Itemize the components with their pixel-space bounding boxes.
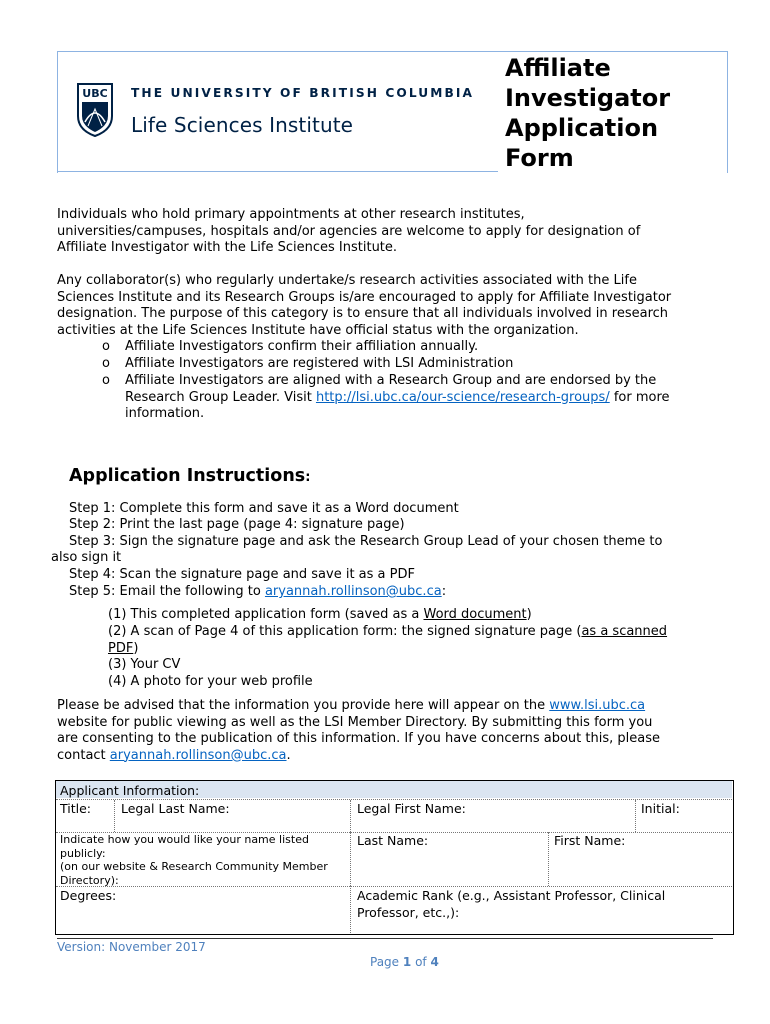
text-line: Professor, etc.,): <box>357 904 460 920</box>
text-span: : <box>441 584 447 599</box>
cell-divider <box>350 886 351 933</box>
ubc-logo <box>76 82 114 138</box>
email-link[interactable]: aryannah.rollinson@ubc.ca <box>264 584 442 599</box>
publication-notice <box>57 698 660 764</box>
bullet-item: Affiliate Investigators are registered with LSI Administration <box>125 356 514 371</box>
header-divider <box>57 171 498 172</box>
item-1 <box>108 607 532 624</box>
lsi-website-link[interactable]: www.lsi.ubc.ca <box>549 698 646 713</box>
text-line <box>57 698 660 715</box>
cell-divider <box>350 800 351 832</box>
page-of: of <box>415 955 427 969</box>
text-line: Directory): <box>60 873 119 887</box>
text-line: Sciences Institute and its Research Groups is/are encouraged to apply for Affiliate Investigator <box>57 289 672 305</box>
text-line: publicly: <box>60 846 106 860</box>
underlined-text: PDF <box>108 640 134 656</box>
item-3: (3) Your CV <box>108 657 181 672</box>
university-name: THE UNIVERSITY OF BRITISH COLUMBIA <box>131 86 475 100</box>
step-1: Step 1: Complete this form and save it as a Word document <box>69 501 459 516</box>
text-line: website for public viewing as well as the LSI Member Directory. By submitting this form you <box>57 714 653 730</box>
bullet-item: Affiliate Investigators confirm their affiliation annually. <box>125 339 479 354</box>
heading-colon: : <box>305 470 311 485</box>
research-groups-link[interactable]: http://lsi.ubc.ca/our-science/research-groups/ <box>315 389 610 405</box>
institute-name: Life Sciences Institute <box>131 113 354 137</box>
text-span: (2) A scan of Page 4 of this application form: the signed signature page ( <box>108 624 582 639</box>
page-current: 1 <box>402 955 412 969</box>
text-line: are consenting to the publication of this information. If you have concerns about this, please <box>57 731 660 746</box>
text-span: Research Group Leader. Visit <box>125 389 316 405</box>
text-line: Indicate how you would like your name listed <box>60 833 309 846</box>
step-5 <box>69 584 446 601</box>
legal-first-name-field[interactable]: Legal First Name: <box>357 801 466 816</box>
cell-divider <box>548 832 549 886</box>
text-line <box>108 624 667 641</box>
version-label: Version: November 2017 <box>57 940 206 954</box>
item-4: (4) A photo for your web profile <box>108 674 313 689</box>
contact-email-link[interactable]: aryannah.rollinson@ubc.ca <box>109 747 287 763</box>
text-span: Step 5: Email the following to <box>69 584 265 599</box>
academic-rank-field[interactable] <box>357 888 665 921</box>
text-span: Please be advised that the information you provide here will appear on the <box>57 698 550 713</box>
form-title-line: Application <box>505 114 659 142</box>
instructions-heading <box>69 466 310 486</box>
form-title-line: Form <box>505 144 574 172</box>
footer-divider <box>57 938 713 939</box>
text-span: for more <box>609 389 670 405</box>
form-title-line: Affiliate <box>505 54 611 82</box>
text-line: information. <box>125 406 205 421</box>
underlined-text: as a scanned <box>581 624 668 639</box>
title-field[interactable]: Title: <box>60 801 91 816</box>
degrees-field[interactable]: Degrees: <box>60 888 117 903</box>
intro-paragraph-1 <box>57 207 640 257</box>
heading-text: Application Instructions <box>69 466 306 486</box>
cell-divider <box>114 800 115 832</box>
text-line <box>57 748 660 765</box>
cell-divider <box>635 800 636 832</box>
text-line: Academic Rank (e.g., Assistant Professor, Clinical <box>357 888 666 903</box>
text-line: universities/campuses, hospitals and/or agencies are welcome to apply for designation of <box>57 223 641 239</box>
text-span: contact <box>57 747 110 763</box>
page-word: Page <box>370 955 400 969</box>
initial-field[interactable]: Initial: <box>641 801 680 816</box>
logo-text: UBC <box>82 87 108 100</box>
step-3: Step 3: Sign the signature page and ask the Research Group Lead of your chosen theme to <box>69 534 663 549</box>
bullet-item <box>125 373 670 423</box>
public-last-name-field[interactable]: Last Name: <box>357 833 429 848</box>
text-line: Affiliate Investigators are aligned with a Research Group and are endorsed by the <box>125 373 657 388</box>
text-line <box>125 390 670 407</box>
text-span: (1) This completed application form (saved as a <box>108 607 424 622</box>
page-number <box>370 955 439 969</box>
text-line: Affiliate Investigator with the Life Sciences Institute. <box>57 240 398 255</box>
public-name-instructions <box>60 833 328 887</box>
underlined-text: Word document <box>423 607 527 622</box>
text-line: activities at the Life Sciences Institute have official status with the organization. <box>57 322 579 338</box>
text-line: designation. The purpose of this category is to ensure that all individuals involved in research <box>57 306 669 321</box>
text-span: . <box>286 747 291 763</box>
row-divider <box>56 799 732 800</box>
bullet-marker: o <box>102 356 110 371</box>
step-2: Step 2: Print the last page (page 4: signature page) <box>69 517 405 532</box>
text-line <box>108 641 667 658</box>
text-line: (on our website & Research Community Member <box>60 860 328 873</box>
bullet-marker: o <box>102 339 110 354</box>
legal-last-name-field[interactable]: Legal Last Name: <box>121 801 230 816</box>
intro-paragraph-2 <box>57 273 671 339</box>
step-3-cont: also sign it <box>51 550 122 565</box>
item-2 <box>108 624 667 657</box>
cell-divider <box>350 832 351 886</box>
text-line: Any collaborator(s) who regularly undertake/s research activities associated with the Life <box>57 273 637 288</box>
row-divider <box>56 886 732 887</box>
public-first-name-field[interactable]: First Name: <box>554 833 626 848</box>
text-span: ) <box>133 640 139 656</box>
applicant-info-title: Applicant Information: <box>60 783 200 798</box>
text-span: ) <box>526 607 532 622</box>
text-line: Individuals who hold primary appointments at other research institutes, <box>57 207 525 222</box>
form-title-line: Investigator <box>505 84 671 112</box>
step-4: Step 4: Scan the signature page and save it as a PDF <box>69 567 415 582</box>
bullet-marker: o <box>102 373 110 388</box>
page-total: 4 <box>430 955 439 969</box>
form-title <box>505 53 670 173</box>
